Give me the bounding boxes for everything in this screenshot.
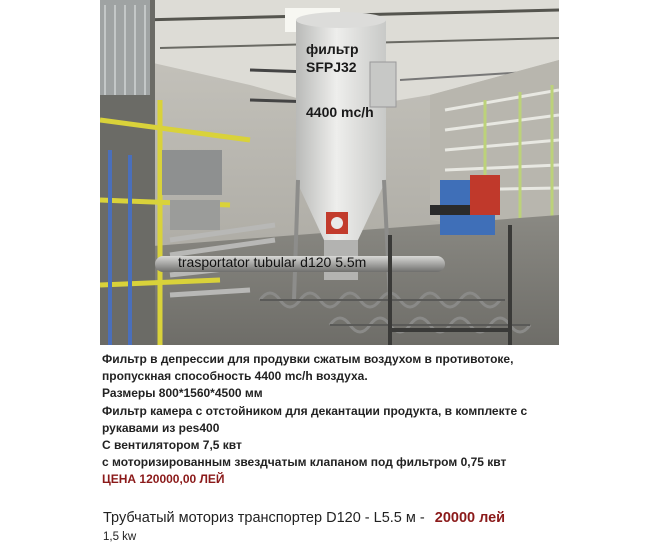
transporter-power: 1,5 kw [103, 531, 137, 543]
transporter-price: 20000 лей [434, 510, 506, 526]
transporter-text: Трубчатый моториз транспортер D120 - L5.5 м - [103, 510, 425, 526]
description-line: Фильтр камера с отстойником для декантации продукта, в комплекте с [102, 403, 528, 418]
description-line: рукавами из pes400 [102, 420, 220, 435]
description-line: С вентилятором 7,5 квт [102, 438, 242, 453]
description-line: Размеры 800*1560*4500 мм [102, 386, 263, 401]
filter-price: ЦЕНА 120000,00 ЛЕЙ [102, 472, 225, 487]
filter-model-label: SFPJ32 [306, 59, 357, 75]
transporter-label: trasportator tubular d120 5.5m [178, 254, 367, 270]
description-line: с моторизированным звездчатым клапаном под фильтром 0,75 квт [102, 455, 507, 470]
filter-label: фильтр [306, 41, 359, 57]
product-photo [100, 0, 559, 345]
transporter-offer [103, 510, 505, 526]
product-description [102, 351, 642, 489]
description-line: Фильтр в депрессии для продувки сжатым воздухом в противотоке, [102, 352, 514, 366]
filter-capacity-label: 4400 mc/h [306, 104, 374, 120]
description-line: пропускная способность 4400 mc/h воздуха. [102, 369, 368, 384]
